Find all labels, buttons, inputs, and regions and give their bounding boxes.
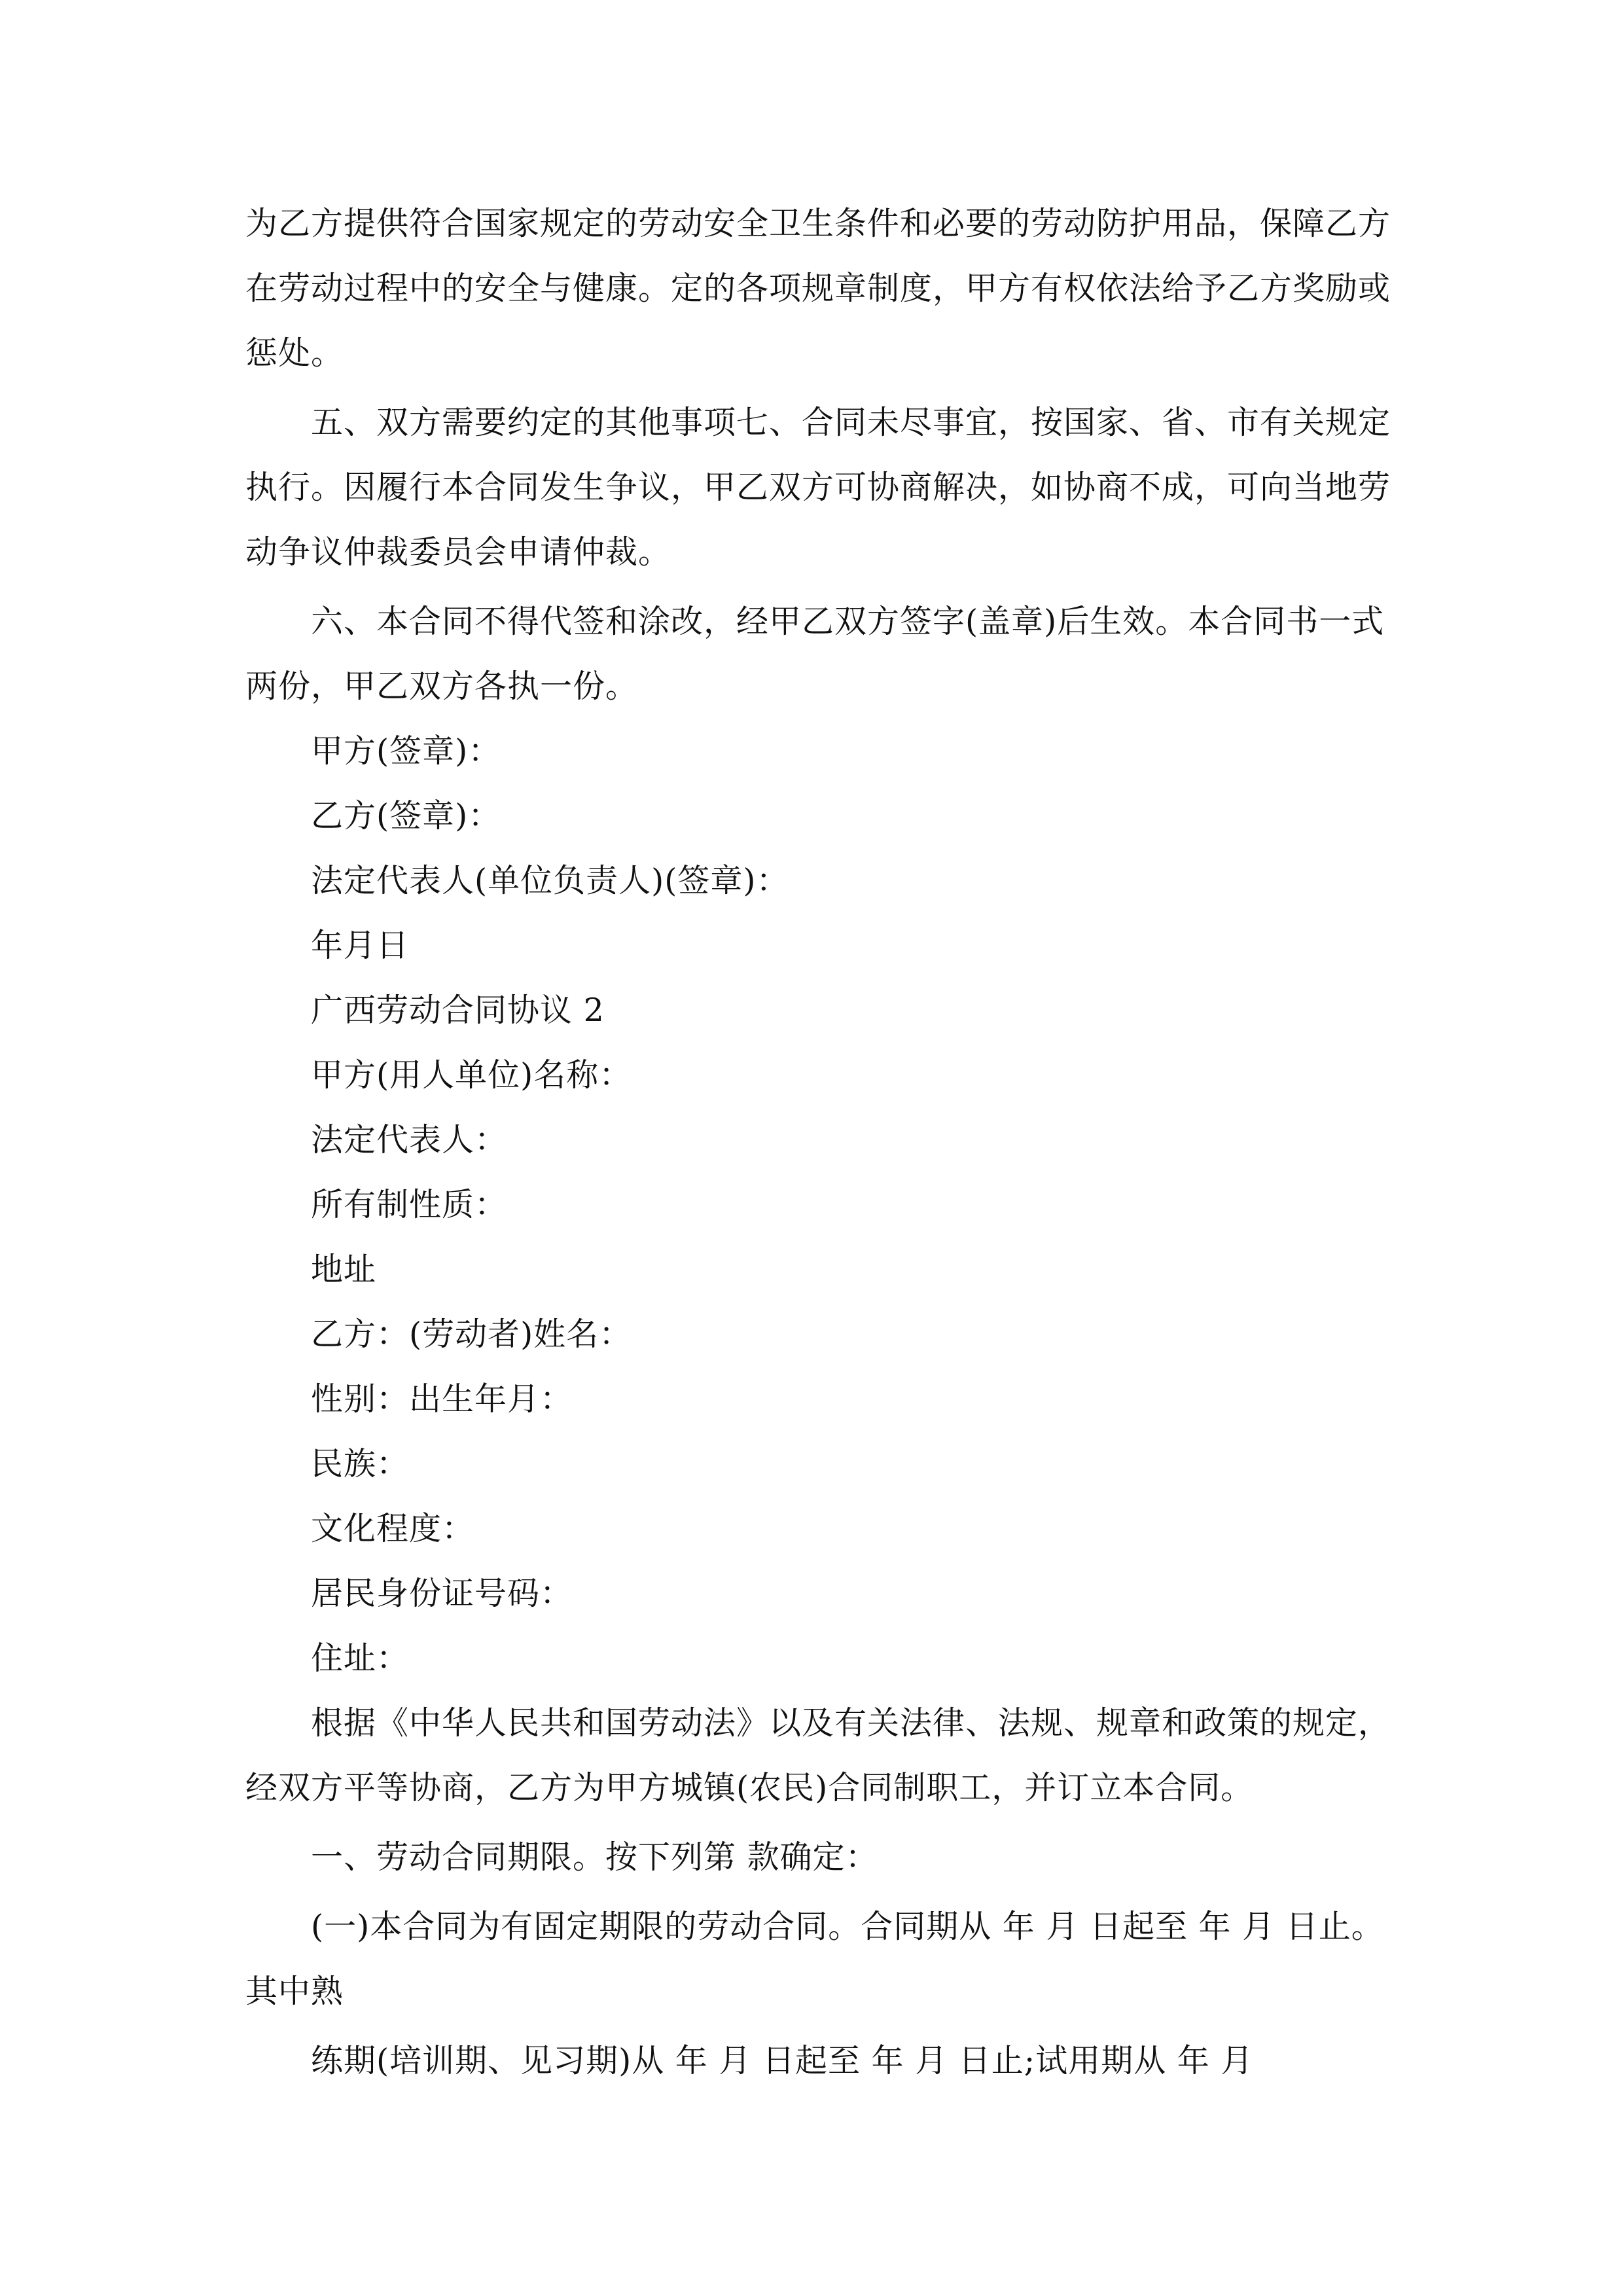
address-field: 地址 — [311, 1251, 377, 1288]
residence-field: 住址： — [311, 1640, 410, 1677]
para-continuation-safety — [245, 191, 1391, 386]
text-line: (一)本合同为有固定期限的劳动合同。合同期从 年 月 日起至 年 月 日止。 — [311, 1908, 1384, 1945]
text-line: 两份，甲乙双方各执一份。 — [245, 668, 639, 705]
date-line: 年月日 — [311, 927, 410, 964]
legal-rep-signature: 法定代表人(单位负责人)(签章)： — [311, 862, 789, 899]
text-line: 其中熟 — [245, 1973, 344, 2010]
ethnicity-field: 民族： — [311, 1445, 410, 1482]
text-line: 执行。因履行本合同发生争议，甲乙双方可协商解决，如协商不成，可向当地劳 — [245, 469, 1391, 506]
text-line: 为乙方提供符合国家规定的劳动安全卫生条件和必要的劳动防护用品，保障乙方 — [245, 205, 1391, 242]
contract-2-title: 广西劳动合同协议 2 — [311, 992, 605, 1029]
text-line: 动争议仲裁委员会申请仲裁。 — [245, 533, 671, 571]
id-number-field: 居民身份证号码： — [311, 1575, 573, 1612]
text-line: 在劳动过程中的安全与健康。定的各项规章制度，甲方有权依法给予乙方奖励或 — [245, 270, 1391, 307]
employer-name-field: 甲方(用人单位)名称： — [311, 1056, 632, 1094]
text-line: 五、双方需要约定的其他事项七、合同未尽事宜，按国家、省、市有关规定 — [311, 404, 1391, 441]
para-legal-basis — [245, 1691, 1391, 1820]
education-field: 文化程度： — [311, 1510, 475, 1547]
ownership-field: 所有制性质： — [311, 1186, 508, 1223]
text-line: 惩处。 — [245, 334, 344, 372]
party-a-signature: 甲方(签章)： — [311, 732, 501, 770]
para-clause-five — [245, 390, 1391, 584]
party-b-signature: 乙方(签章)： — [311, 797, 501, 834]
employee-name-field: 乙方：(劳动者)姓名： — [311, 1316, 632, 1353]
clause-one-term: 一、劳动合同期限。按下列第 款确定： — [311, 1839, 878, 1876]
legal-rep-field: 法定代表人： — [311, 1121, 508, 1158]
para-clause-six — [245, 589, 1384, 719]
text-line: 六、本合同不得代签和涂改，经甲乙双方签字(盖章)后生效。本合同书一式 — [311, 603, 1385, 640]
gender-birth-field: 性别：出生年月： — [311, 1380, 573, 1418]
text-line: 根据《中华人民共和国劳动法》以及有关法律、法规、规章和政策的规定， — [311, 1704, 1391, 1742]
document-body — [245, 191, 1391, 2093]
probation-line: 练期(培训期、见习期)从 年 月 日起至 年 月 日止;试用期从 年 月 — [311, 2042, 1254, 2079]
clause-one-item-one — [245, 1894, 1384, 2024]
text-line: 经双方平等协商，乙方为甲方城镇(农民)合同制职工，并订立本合同。 — [245, 1769, 1254, 1806]
